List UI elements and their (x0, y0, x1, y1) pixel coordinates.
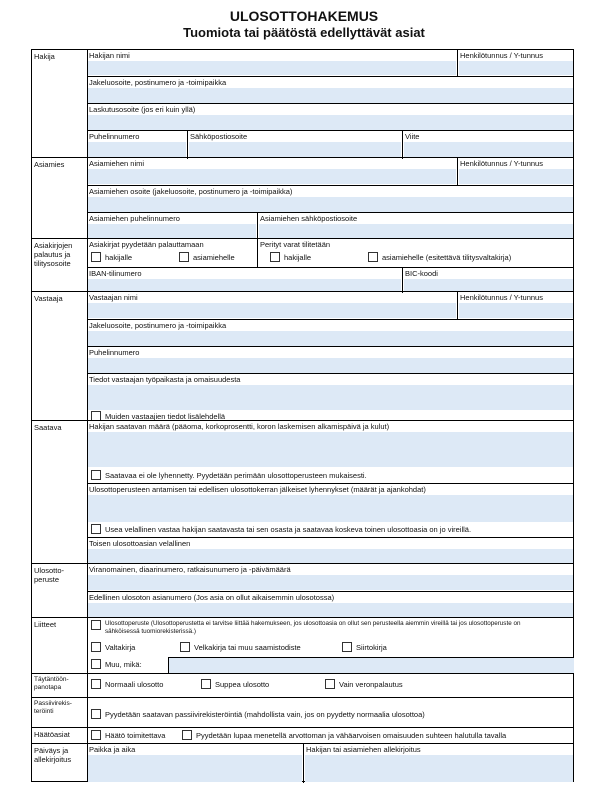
section-liitteet (31, 617, 574, 674)
section-label: Asiakirjojen palautus ja tilitysosoite (34, 241, 73, 268)
form-subtitle: Tuomiota tai päätöstä edellyttävät asiat (183, 25, 425, 40)
normal-option[interactable]: Normaali ulosotto (91, 680, 163, 690)
bic-field[interactable]: BIC-koodi (402, 268, 574, 293)
multiple-debtors-checkbox[interactable]: Usea velallinen vastaa hakijan saatavasta tai sen osasta ja saatavaa koskeva toinen ulosottoasia on jo vireillä. (91, 525, 471, 535)
asiamies-email-field[interactable]: Asiamiehen sähköpostiosoite (257, 213, 574, 240)
form-title: ULOSOTTOHAKEMUS (229, 8, 379, 24)
section-label: Päiväys ja allekirjoitus (34, 746, 72, 764)
section-tapa (31, 673, 574, 698)
hakija-billing-field[interactable]: Laskutusosoite (jos eri kuin yllä) (87, 104, 574, 131)
asiamies-id-field[interactable]: Henkilötunnus / Y-tunnus (457, 158, 574, 185)
hakija-ref-field[interactable]: Viite (402, 131, 574, 159)
funds-group: Perityt varat tilitetään hakijalle asiamiehelle (esitettävä tilitysvaltakirja) (257, 239, 574, 267)
dispose-checkbox[interactable]: Pyydetään lupaa menetellä arvottoman ja vähäarvoisen omaisuuden suhteen halutulla tavalla (182, 731, 506, 741)
asiamies-name-field[interactable]: Asiamiehen nimi (87, 158, 457, 185)
section-asiamies (31, 157, 574, 239)
funds-hakijalle[interactable]: hakijalle (270, 253, 311, 263)
section-label: Liitteet (34, 620, 57, 629)
not-reduced-checkbox[interactable]: Saatavaa ei ole lyhennetty. Pyydetään perimään ulosottoperusteen mukaisesti. (91, 471, 367, 481)
prev-case-field[interactable]: Edellinen ulosoton asianumero (Jos asia on ollut aikaisemmin ulosotossa) (87, 592, 574, 619)
authority-field[interactable]: Viranomainen, diaarinumero, ratkaisunumero ja -päivämäärä (87, 564, 574, 591)
docs-return-hakijalle[interactable]: hakijalle (91, 253, 132, 263)
eviction-checkbox[interactable]: Häätö toimitettava (91, 731, 165, 741)
section-saatava (31, 420, 574, 564)
hakija-email-field[interactable]: Sähköpostiosoite (187, 131, 402, 159)
section-label: Täytäntöön-panotapa (34, 676, 69, 691)
saatava-amount-field[interactable]: Hakijan saatavan määrä (pääoma, korkoprosentti, koron laskemisen alkamispäivä ja kulut) Saatavaa ei ole lyhennetty. Pyydetään perimään ulosottoperusteen mukaisesti. (87, 421, 574, 483)
siirtokirja-checkbox[interactable]: Siirtokirja (342, 643, 387, 653)
place-date-field[interactable]: Paikka ja aika (87, 744, 303, 783)
vastaaja-phone-field[interactable]: Puhelinnumero (87, 347, 574, 374)
basis-checkbox[interactable]: Ulosottoperuste (Ulosottoperustetta ei tarvitse liittää hakemukseen, jos ulosottoasia on ollut sen perusteella aiemmin vireillä tai jos ulosottoperuste on sähköisessä tuomiorekisterissä.) (91, 620, 546, 636)
section-label: Saatava (34, 423, 62, 432)
section-peruste (31, 563, 574, 618)
vastaaja-work-field[interactable]: Tiedot vastaajan työpaikasta ja omaisuudesta Muiden vastaajien tiedot lisälehdellä (87, 374, 574, 422)
asiamies-address-field[interactable]: Asiamiehen osoite (jakeluosoite, postinumero ja -toimipaikka) (87, 186, 574, 213)
docs-return-asiamiehelle[interactable]: asiamiehelle (179, 253, 235, 263)
docs-return-group: Asiakirjat pyydetään palauttamaan hakijalle asiamiehelle (89, 240, 235, 262)
vastaaja-more-checkbox[interactable]: Muiden vastaajien tiedot lisälehdellä (91, 412, 225, 422)
asiamies-phone-field[interactable]: Asiamiehen puhelinnumero (87, 213, 257, 240)
section-passiivi (31, 697, 574, 728)
section-asiakirjat (31, 238, 574, 292)
narrow-option[interactable]: Suppea ulosotto (201, 680, 269, 690)
tax-option[interactable]: Vain veronpalautus (325, 680, 403, 690)
other-debtor-field[interactable]: Toisen ulosottoasian velallinen (87, 538, 574, 565)
signature-field[interactable]: Hakijan tai asiamiehen allekirjoitus (303, 744, 574, 783)
velkakirja-checkbox[interactable]: Velkakirja tai muu saamistodiste (180, 643, 301, 653)
section-paivays (31, 743, 574, 783)
vastaaja-address-field[interactable]: Jakeluosoite, postinumero ja -toimipaikka (87, 320, 574, 347)
section-haato (31, 727, 574, 744)
section-label: Vastaaja (34, 294, 63, 303)
reductions-field[interactable]: Ulosottoperusteen antamisen tai edellisen ulosottokerran jälkeiset lyhennykset (määrät ja ajankohdat) Usea velallinen vastaa hakijan saatavasta tai sen osasta ja saatavaa koskeva toinen ulosottoasia on jo vireillä. (87, 484, 574, 538)
hakija-address-field[interactable]: Jakeluosoite, postinumero ja -toimipaikka (87, 77, 574, 104)
valtakirja-checkbox[interactable]: Valtakirja (91, 643, 135, 653)
other-attachment-checkbox[interactable]: Muu, mikä: (91, 660, 142, 670)
vastaaja-name-field[interactable]: Vastaajan nimi (87, 292, 457, 319)
passiivi-checkbox[interactable]: Pyydetään saatavan passiivirekisteröintiä (mahdollista vain, jos on pyydetty normaalia ulosottoa) (91, 710, 425, 720)
section-label: Häätöasiat (34, 730, 70, 739)
hakija-name-field[interactable]: Hakijan nimi (87, 50, 457, 76)
section-label: Passiivirekis-teröinti (34, 700, 72, 715)
other-attachment-input[interactable] (168, 657, 574, 674)
iban-field[interactable]: IBAN-tilinumero (87, 268, 402, 293)
hakija-id-field[interactable]: Henkilötunnus / Y-tunnus (457, 50, 574, 76)
funds-asiamiehelle[interactable]: asiamiehelle (esitettävä tilitysvaltakirja) (368, 253, 511, 263)
hakija-phone-field[interactable]: Puhelinnumero (87, 131, 187, 159)
section-hakija (31, 49, 574, 158)
section-label: Hakija (34, 52, 55, 61)
vastaaja-id-field[interactable]: Henkilötunnus / Y-tunnus (457, 292, 574, 319)
section-label: Asiamies (34, 160, 65, 169)
section-vastaaja (31, 291, 574, 421)
section-label: Ulosotto-peruste (34, 566, 65, 584)
